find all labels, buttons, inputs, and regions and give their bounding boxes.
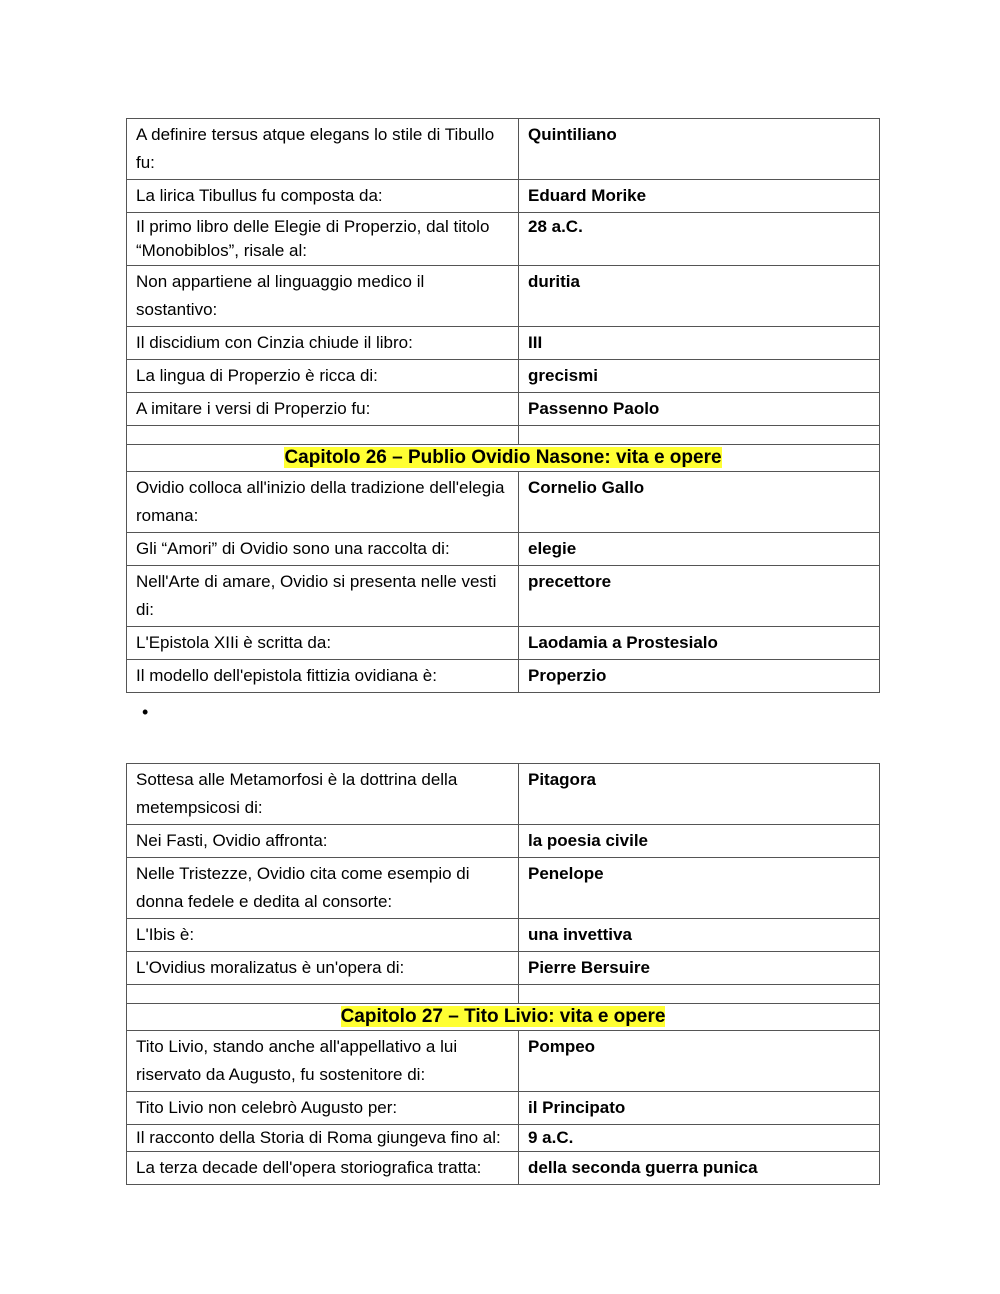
question-cell: Il discidium con Cinzia chiude il libro: — [127, 327, 519, 360]
answer-cell: il Principato — [519, 1092, 880, 1125]
answer-cell: Pompeo — [519, 1031, 880, 1092]
table-row — [127, 858, 880, 919]
table-row — [127, 1152, 880, 1185]
question-cell: Il primo libro delle Elegie di Properzio, dal titolo “Monobiblos”, risale al: — [127, 213, 519, 266]
chapter-heading-text: Capitolo 27 – Tito Livio: vita e opere — [340, 1006, 666, 1027]
table-row — [127, 825, 880, 858]
chapter-heading-text: Capitolo 26 – Publio Ovidio Nasone: vita e opere — [284, 447, 722, 468]
table-row — [127, 266, 880, 327]
question-cell: Ovidio colloca all'inizio della tradizione dell'elegia romana: — [127, 472, 519, 533]
answer-cell: duritia — [519, 266, 880, 327]
answer-cell: Properzio — [519, 660, 880, 693]
question-cell: Nell'Arte di amare, Ovidio si presenta nelle vesti di: — [127, 566, 519, 627]
question-cell: Tito Livio non celebrò Augusto per: — [127, 1092, 519, 1125]
table-row — [127, 393, 880, 426]
answer-cell: Penelope — [519, 858, 880, 919]
question-cell: Il modello dell'epistola fittizia ovidiana è: — [127, 660, 519, 693]
answer-cell: elegie — [519, 533, 880, 566]
answer-cell: precettore — [519, 566, 880, 627]
question-cell: La terza decade dell'opera storiografica tratta: — [127, 1152, 519, 1185]
question-cell: Nelle Tristezze, Ovidio cita come esempio di donna fedele e dedita al consorte: — [127, 858, 519, 919]
empty-cell — [519, 985, 880, 1004]
table-row — [127, 1092, 880, 1125]
chapter-header-row — [127, 1004, 880, 1031]
table-row — [127, 764, 880, 825]
question-cell: Il racconto della Storia di Roma giungeva fino al: — [127, 1125, 519, 1152]
table-row — [127, 952, 880, 985]
question-cell: L'Ovidius moralizatus è un'opera di: — [127, 952, 519, 985]
empty-row — [127, 985, 880, 1004]
question-cell: Nei Fasti, Ovidio affronta: — [127, 825, 519, 858]
question-cell: La lirica Tibullus fu composta da: — [127, 180, 519, 213]
answer-cell: III — [519, 327, 880, 360]
table-row — [127, 119, 880, 180]
empty-cell — [127, 985, 519, 1004]
question-cell: La lingua di Properzio è ricca di: — [127, 360, 519, 393]
answer-cell: Eduard Morike — [519, 180, 880, 213]
empty-row — [127, 426, 880, 445]
table-row — [127, 1125, 880, 1152]
answer-cell: la poesia civile — [519, 825, 880, 858]
question-cell: A imitare i versi di Properzio fu: — [127, 393, 519, 426]
answer-cell: della seconda guerra punica — [519, 1152, 880, 1185]
question-cell: Non appartiene al linguaggio medico il sostantivo: — [127, 266, 519, 327]
answer-cell: grecismi — [519, 360, 880, 393]
table-row — [127, 360, 880, 393]
answer-cell: una invettiva — [519, 919, 880, 952]
chapter-heading — [127, 1004, 880, 1031]
chapter-header-row — [127, 445, 880, 472]
table-row — [127, 1031, 880, 1092]
answer-cell: Cornelio Gallo — [519, 472, 880, 533]
table-row — [127, 919, 880, 952]
chapter-heading — [127, 445, 880, 472]
question-cell: Tito Livio, stando anche all'appellativo a lui riservato da Augusto, fu sostenitore di: — [127, 1031, 519, 1092]
answer-cell: Pierre Bersuire — [519, 952, 880, 985]
answer-cell: Quintiliano — [519, 119, 880, 180]
answer-cell: 9 a.C. — [519, 1125, 880, 1152]
question-cell: L'Ibis è: — [127, 919, 519, 952]
table-row — [127, 533, 880, 566]
answer-cell: 28 a.C. — [519, 213, 880, 266]
question-cell: Gli “Amori” di Ovidio sono una raccolta di: — [127, 533, 519, 566]
table-row — [127, 180, 880, 213]
answer-cell: Laodamia a Prostesialo — [519, 627, 880, 660]
question-cell: Sottesa alle Metamorfosi è la dottrina della metempsicosi di: — [127, 764, 519, 825]
table-row — [127, 660, 880, 693]
quiz-table-2 — [126, 763, 880, 1185]
empty-cell — [519, 426, 880, 445]
empty-cell — [127, 426, 519, 445]
table-row — [127, 627, 880, 660]
quiz-table-1 — [126, 118, 880, 693]
question-cell: L'Epistola XIIi è scritta da: — [127, 627, 519, 660]
question-cell: A definire tersus atque elegans lo stile di Tibullo fu: — [127, 119, 519, 180]
answer-cell: Pitagora — [519, 764, 880, 825]
list-bullet: • — [142, 702, 149, 722]
table-row — [127, 327, 880, 360]
table-row — [127, 213, 880, 266]
table-row — [127, 472, 880, 533]
table-row — [127, 566, 880, 627]
answer-cell: Passenno Paolo — [519, 393, 880, 426]
